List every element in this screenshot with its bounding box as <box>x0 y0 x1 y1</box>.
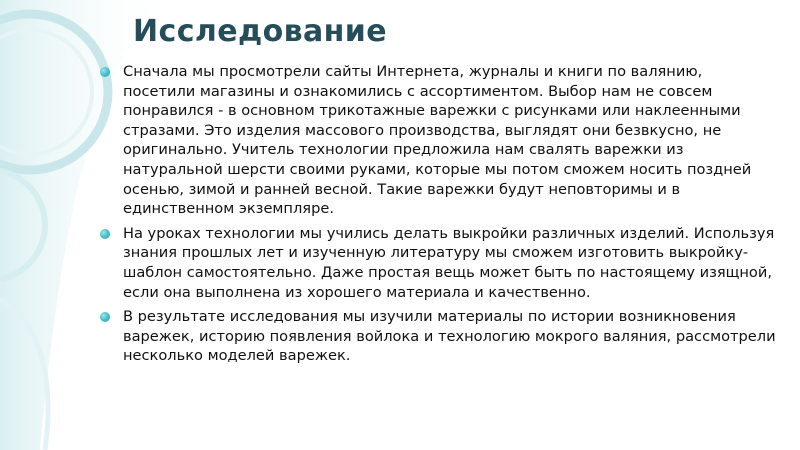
bullet-dot-icon <box>100 67 110 77</box>
bullet-dot-icon <box>100 312 110 322</box>
paragraph-text: В результате исследования мы изучили материалы по истории возникновения варежек, историю появления войлока и технологию мокрого валяния, рассмотрели несколько моделей варежек. <box>123 308 776 365</box>
paragraph-text: Сначала мы просмотрели сайты Интернета, журналы и книги по валянию, посетили магазины и ознакомились с ассортиментом. Выбор нам не совсем понравился - в основном трикотажные варежки с рисунками или наклеенными стразами. Это изделия массового производства, выглядят они безвкусно, не оригинально. Учитель технологии предложила нам свалять варежки из натуральной шерсти своими руками, которые мы потом сможем носить поздней осенью, зимой и ранней весной. Такие варежки будут неповторимы и в единственном экземпляре. <box>123 63 752 218</box>
list-item <box>97 307 779 366</box>
list-item <box>97 224 779 302</box>
bullet-list <box>97 62 779 371</box>
slide-title: Исследование <box>133 14 387 49</box>
paragraph-text: На уроках технологии мы учились делать выкройки различных изделий. Используя знания прошлых лет и изученную литературу мы сможем изготовить выкройку-шаблон самостоятельно. Даже простая вещь может быть по настоящему изящной, если она выполнена из хорошего материала и качественно. <box>123 224 775 301</box>
list-item <box>97 62 779 219</box>
bullet-dot-icon <box>100 229 110 239</box>
